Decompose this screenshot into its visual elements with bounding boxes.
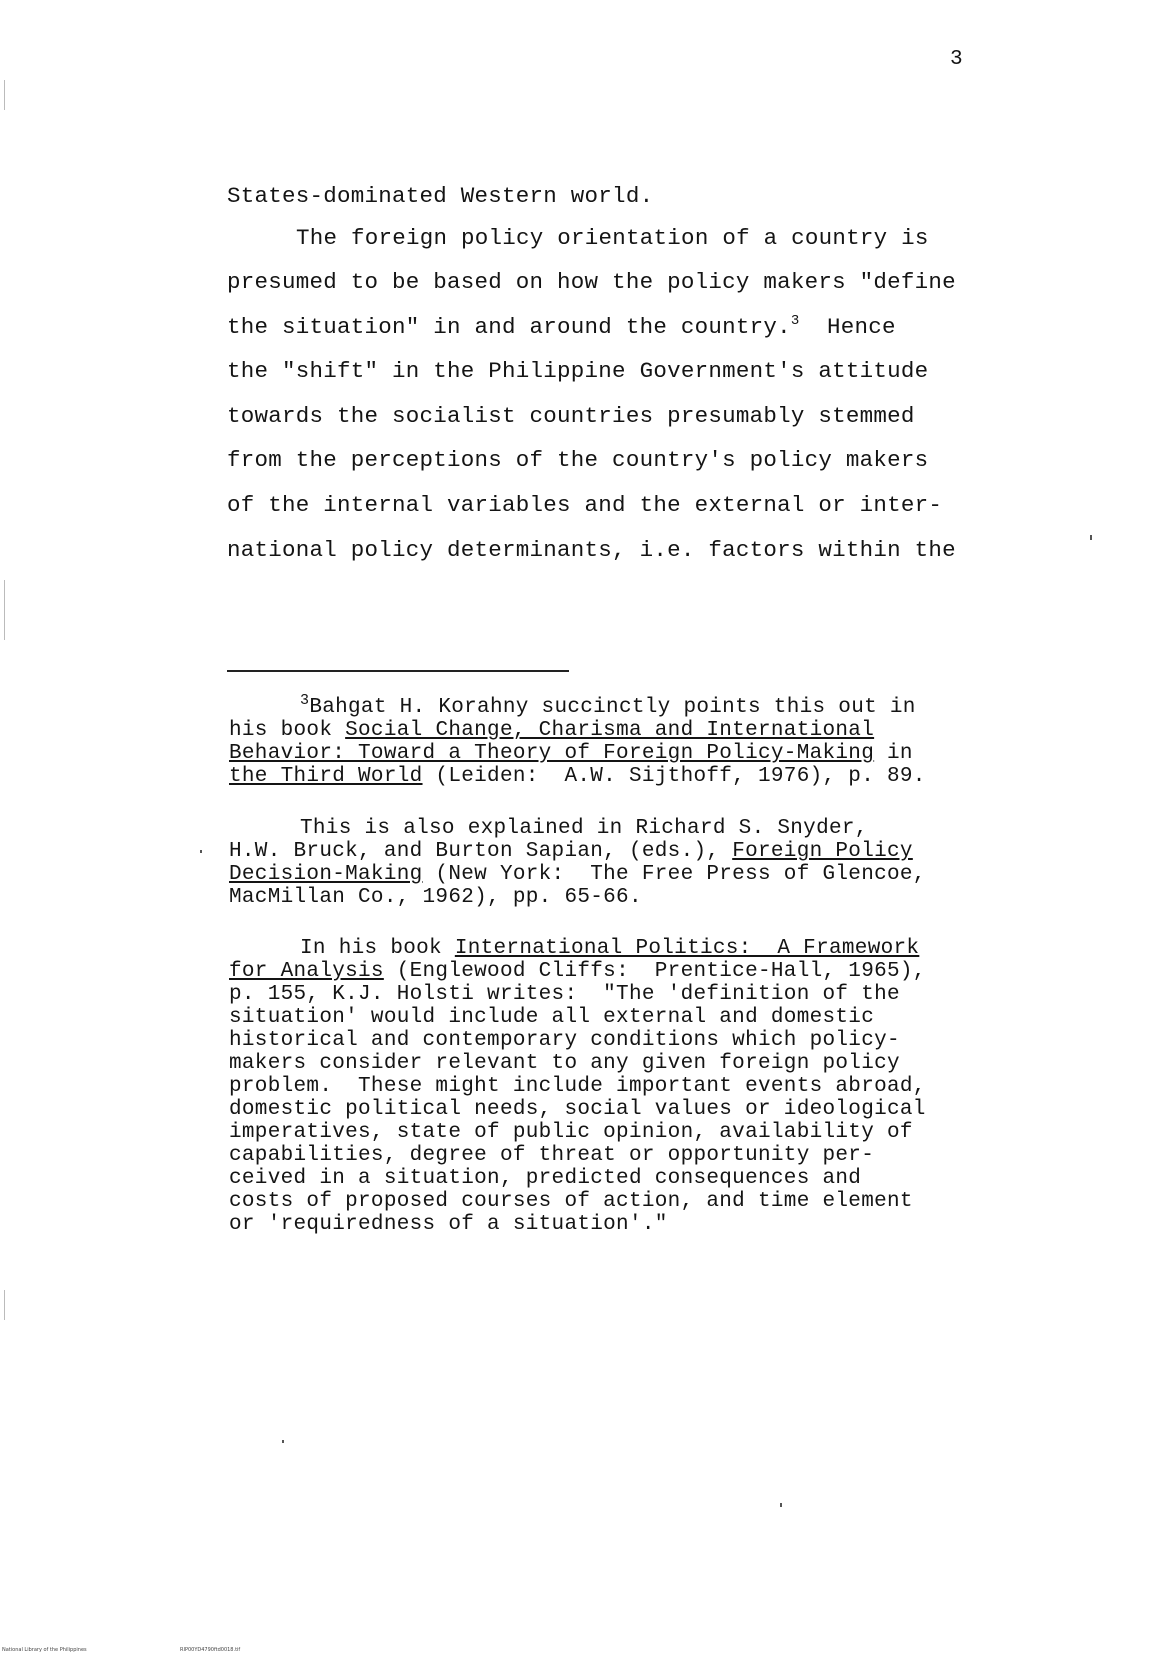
scan-speck xyxy=(200,850,202,853)
footnote-line xyxy=(229,742,913,765)
footnote-line: makers consider relevant to any given foreign policy xyxy=(229,1052,900,1075)
footnote-text: (Leiden: A.W. Sijthoff, 1976), p. 89. xyxy=(422,765,926,788)
footnote-separator xyxy=(227,670,569,672)
footnote-reference: 3 xyxy=(790,313,800,329)
footnote-text: in xyxy=(874,742,913,765)
footnote-line: ceived in a situation, predicted consequences and xyxy=(229,1167,862,1190)
footnote-line: p. 155, K.J. Holsti writes: "The 'definition of the xyxy=(229,983,900,1006)
body-line: national policy determinants, i.e. factors within the xyxy=(227,537,956,563)
footnote-line xyxy=(229,840,913,863)
body-line: from the perceptions of the country's policy makers xyxy=(227,447,929,473)
footnote-line xyxy=(229,960,926,983)
scan-edge-mark xyxy=(4,1290,5,1320)
book-title: Decision-Making xyxy=(229,863,423,886)
footnote-line: capabilities, degree of threat or opportunity per- xyxy=(229,1144,875,1167)
footnote-line xyxy=(229,765,926,788)
body-line: the "shift" in the Philippine Government's attitude xyxy=(227,358,929,384)
scan-speck xyxy=(282,1440,284,1443)
footnote-line: historical and contemporary conditions which policy- xyxy=(229,1029,900,1052)
book-title: Behavior: Toward a Theory of Foreign Policy-Making xyxy=(229,742,875,765)
book-title: International Politics: A Framework xyxy=(454,937,920,960)
body-line: towards the socialist countries presumably stemmed xyxy=(227,403,915,429)
footnote-text: In his book xyxy=(300,937,455,960)
book-title: the Third World xyxy=(229,765,423,788)
footnote-line xyxy=(229,719,874,742)
scan-edge-mark xyxy=(4,580,5,640)
body-line: The foreign policy orientation of a country is xyxy=(296,225,929,251)
scan-speck xyxy=(1090,535,1092,540)
footnote-number: 3 xyxy=(300,692,310,709)
footnote-line: problem. These might include important events abroad, xyxy=(229,1075,926,1098)
scan-speck xyxy=(780,1503,782,1507)
body-line: States-dominated Western world. xyxy=(227,183,654,209)
footnote-line xyxy=(300,937,919,960)
footnote-text: (New York: The Free Press of Glencoe, xyxy=(422,863,926,886)
footnote-line: situation' would include all external and domestic xyxy=(229,1006,875,1029)
book-title: Foreign Policy xyxy=(732,840,913,863)
body-line-text: Hence xyxy=(827,314,896,340)
book-title: for Analysis xyxy=(229,960,384,983)
body-line-text: the situation" in and around the country. xyxy=(227,314,791,340)
footnote-line xyxy=(229,863,926,886)
scan-edge-mark xyxy=(4,80,5,110)
body-line: of the internal variables and the external or inter- xyxy=(227,492,943,518)
page-number: 3 xyxy=(950,48,963,71)
footnote-line: costs of proposed courses of action, and time element xyxy=(229,1190,913,1213)
footnote-line: domestic political needs, social values or ideological xyxy=(229,1098,926,1121)
footnote-text: Bahgat H. Korahny succinctly points this out in xyxy=(309,696,916,719)
file-caption: RIP00YD4790ftd0018.tif xyxy=(180,1647,241,1653)
library-caption: National Library of the Philippines xyxy=(2,1647,87,1653)
footnote-line: or 'requiredness of a situation'." xyxy=(229,1213,668,1236)
footnote-text: H.W. Bruck, and Burton Sapian, (eds.), xyxy=(229,840,733,863)
book-title: Social Change, Charisma and International xyxy=(345,719,875,742)
body-line xyxy=(227,314,896,340)
footnote-text: (Englewood Cliffs: Prentice-Hall, 1965), xyxy=(383,960,926,983)
footnote-text: his book xyxy=(229,719,346,742)
footnote-line: MacMillan Co., 1962), pp. 65-66. xyxy=(229,886,642,909)
footnote-line: imperatives, state of public opinion, availability of xyxy=(229,1121,913,1144)
body-line: presumed to be based on how the policy makers "define xyxy=(227,269,956,295)
footnote-line xyxy=(300,692,916,719)
footnote-line: This is also explained in Richard S. Snyder, xyxy=(300,817,868,840)
